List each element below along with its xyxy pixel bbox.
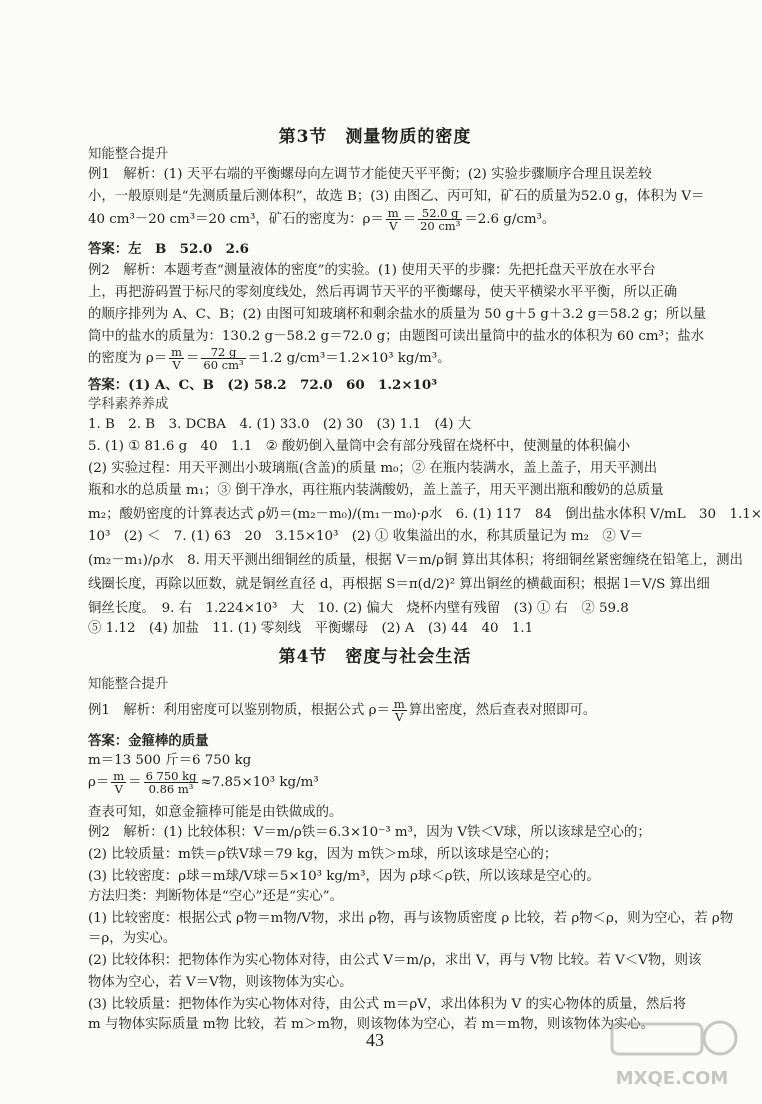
numerator: m [113, 769, 125, 783]
denominator: V [172, 358, 181, 372]
s4-method-line-6: m 与物体实际质量 m物 比较，若 m＞m物，则该物体为空心，若 m＝m物，则该物体为实心。 [88, 1017, 655, 1032]
answer-1: 答案：左 B 52.0 2.6 [88, 241, 249, 257]
section-4-title: 第4节 密度与社会生活 [278, 647, 472, 667]
page-number: 43 [366, 1030, 384, 1050]
denominator: 20 cm³ [420, 219, 461, 233]
section-3-title: 第3节 测量物质的密度 [278, 127, 472, 147]
text-segment: 的密度为 ρ＝ [88, 351, 168, 366]
text-segment: ＝ [128, 775, 142, 790]
answers-line-2: 5. (1) ① 81.6 g 40 1.1 ② 酸奶倒入量筒中会有部分残留在烧杯中，使测量的体积偏小 [88, 439, 631, 454]
answers-line-6: 10³ (2) ＜ 7. (1) 63 20 3.15×10³ (2) ① 收集溢出的水，称其质量记为 m₂ ② V＝ [88, 529, 644, 544]
s4-example-2-line-3: (3) 比较密度：ρ球＝m球/V球＝5×10³ kg/m³，因为 ρ球＜ρ铁，所以该球是空心的。 [88, 869, 600, 884]
answers-line-4: 瓶和水的总质量 m₁；③ 倒干净水，再往瓶内装满酸奶，盖上盖子，用天平测出瓶和酸奶的总质量 [88, 483, 664, 498]
example-2-line-2: 上，再把游码置于标尺的零刻度线处，然后再调节天平的平衡螺母，使天平横梁水平平衡，所以正确 [88, 285, 678, 300]
s4-density-line [88, 768, 688, 800]
text-segment: ＝ [402, 212, 417, 227]
answers-line-9: 铜丝长度。 9. 右 1.224×10³ 大 10. (2) 偏大 烧杯内壁有残留 (3) ① 右 ② 59.8 [88, 601, 629, 616]
answers-line-10: ⑤ 1.12 (4) 加盐 11. (1) 零刻线 平衡螺母 (2) A (3) 44 40 1.1 [88, 621, 534, 636]
s4-example-2-line-2: (2) 比较质量：m铁＝ρ铁V球＝79 kg，因为 m铁＞m球，所以该球是空心的； [88, 847, 558, 862]
s4-method-line-4: 物体为空心，若 V＝V物，则该物体为实心。 [88, 975, 353, 990]
example-1-line-1: 例1 解析：(1) 天平右端的平衡螺母向左调节才能使天平平衡；(2) 实验步骤顺序合理且误差较 [88, 167, 652, 182]
example-2-line-5 [88, 344, 688, 376]
numerator: 72 g [201, 346, 245, 359]
answers-line-1: 1. B 2. B 3. DCBA 4. (1) 33.0 (2) 30 (3) 1.1 (4) 大 [88, 417, 472, 432]
fraction [111, 770, 126, 795]
s4-method-line-2: ＝ρ，为实心。 [88, 931, 177, 946]
s4-method-line-3: (2) 比较体积：把物体作为实心物体对待，由公式 V＝m/ρ，求出 V，再与 V物 比较。若 V＜V物，则该 [88, 953, 702, 968]
text-segment: ρ＝ [88, 775, 110, 790]
s4-example-2-line-1: 例2 解析：(1) 比较体积：V＝m/ρ铁＝6.3×10⁻³ m³，因为 V铁＜V球，所以该球是空心的； [88, 825, 651, 840]
s4-method-heading: 方法归类：判断物体是“空心”还是“实心”。 [88, 889, 344, 904]
text-segment: 40 cm³－20 cm³＝20 cm³，矿石的密度为：ρ＝ [88, 212, 384, 227]
example-1-line-2: 小，一般原则是“先测质量后测体积”，故选 B；(3) 由图乙、丙可知，矿石的质量为52.0 g，体积为 V＝ [88, 189, 705, 204]
answers-line-5: m₂；酸奶密度的计算表达式 ρ奶＝(m₂－m₀)/(m₁－m₀)·ρ水 6. (1) 117 84 倒出盐水体积 V/mL 30 1.1× [88, 507, 762, 522]
fraction [201, 346, 245, 371]
denominator: V [114, 782, 123, 796]
s4-method-line-1: (1) 比较密度：根据公式 ρ物＝m物/V物，求出 ρ物，再与该物质密度 ρ 比较，若 ρ物＜ρ，则为空心，若 ρ物 [88, 911, 734, 926]
answers-line-8: 线圈长度，再除以匝数，就是铜丝直径 d，再根据 S＝π(d/2)² 算出铜丝的横截面积；根据 l＝V/S 算出细 [88, 577, 710, 592]
example-2-line-1: 例2 解析：本题考查“测量液体的密度”的实验。(1) 使用天平的步骤：先把托盘天平放在水平台 [88, 263, 656, 278]
s4-answer: 答案：金箍棒的质量 [88, 733, 209, 749]
fraction [144, 770, 199, 795]
s4-mass-line: m＝13 500 斤＝6 750 kg [88, 753, 252, 768]
subheading-knowledge-4: 知能整合提升 [88, 677, 169, 692]
watermark-text: MXQE.COM [615, 1068, 729, 1089]
numerator: m [387, 206, 399, 220]
subheading-knowledge: 知能整合提升 [88, 147, 169, 162]
text-segment: ＝1.2 g/cm³＝1.2×10³ kg/m³。 [247, 351, 451, 366]
s4-example-1 [88, 696, 688, 728]
text-segment: 算出密度，然后查表对照即可。 [408, 703, 597, 718]
denominator: 60 cm³ [203, 358, 244, 372]
text-segment: ＝ [186, 351, 200, 366]
watermark-logo [602, 1016, 742, 1096]
answers-line-3: (2) 实验过程：用天平测出小玻璃瓶(含盖)的质量 m₀；② 在瓶内装满水，盖上盖子，用天平测出 [88, 461, 658, 476]
text-segment: 例1 解析：利用密度可以鉴别物质，根据公式 ρ＝ [88, 703, 390, 718]
text-segment: ＝2.6 g/cm³。 [464, 212, 556, 227]
example-2-line-3: 的顺序排列为 A、C、B；(2) 由图可知玻璃杯和剩余盐水的质量为 50 g＋5 g＋3.2 g＝58.2 g；所以量 [88, 307, 706, 322]
s4-conclusion: 查表可知，如意金箍棒可能是由铁做成的。 [88, 805, 343, 820]
fraction [169, 346, 184, 371]
example-2-line-4: 筒中的盐水的质量为：130.2 g－58.2 g＝72.0 g；由题图可读出量筒中的盐水的体积为 60 cm³；盐水 [88, 329, 705, 344]
numerator: m [171, 345, 182, 359]
numerator: 52.0 g [418, 207, 462, 220]
example-1-line-3 [88, 205, 688, 237]
s4-method-line-5: (3) 比较质量：把物体作为实心物体对待，由公式 m＝ρV，求出体积为 V 的实心物体的质量，然后将 [88, 997, 687, 1012]
answers-line-7: (m₂－m₁)/ρ水 8. 用天平测出细铜丝的质量，根据 V＝m/ρ铜 算出其体积；将细铜丝紧密缠绕在铅笔上，测出 [88, 553, 743, 568]
text-segment: ≈7.85×10³ kg/m³ [200, 775, 319, 790]
denominator: V [389, 219, 398, 233]
denominator: V [395, 710, 404, 724]
denominator: 0.86 m³ [148, 782, 194, 796]
fraction [386, 207, 401, 232]
answer-2: 答案：(1) A、C、B (2) 58.2 72.0 60 1.2×10³ [88, 377, 438, 393]
subheading-literacy: 学科素养养成 [88, 397, 169, 412]
numerator: m [393, 697, 405, 711]
numerator: 6 750 kg [145, 769, 197, 783]
fraction [392, 698, 407, 723]
fraction [418, 207, 462, 232]
